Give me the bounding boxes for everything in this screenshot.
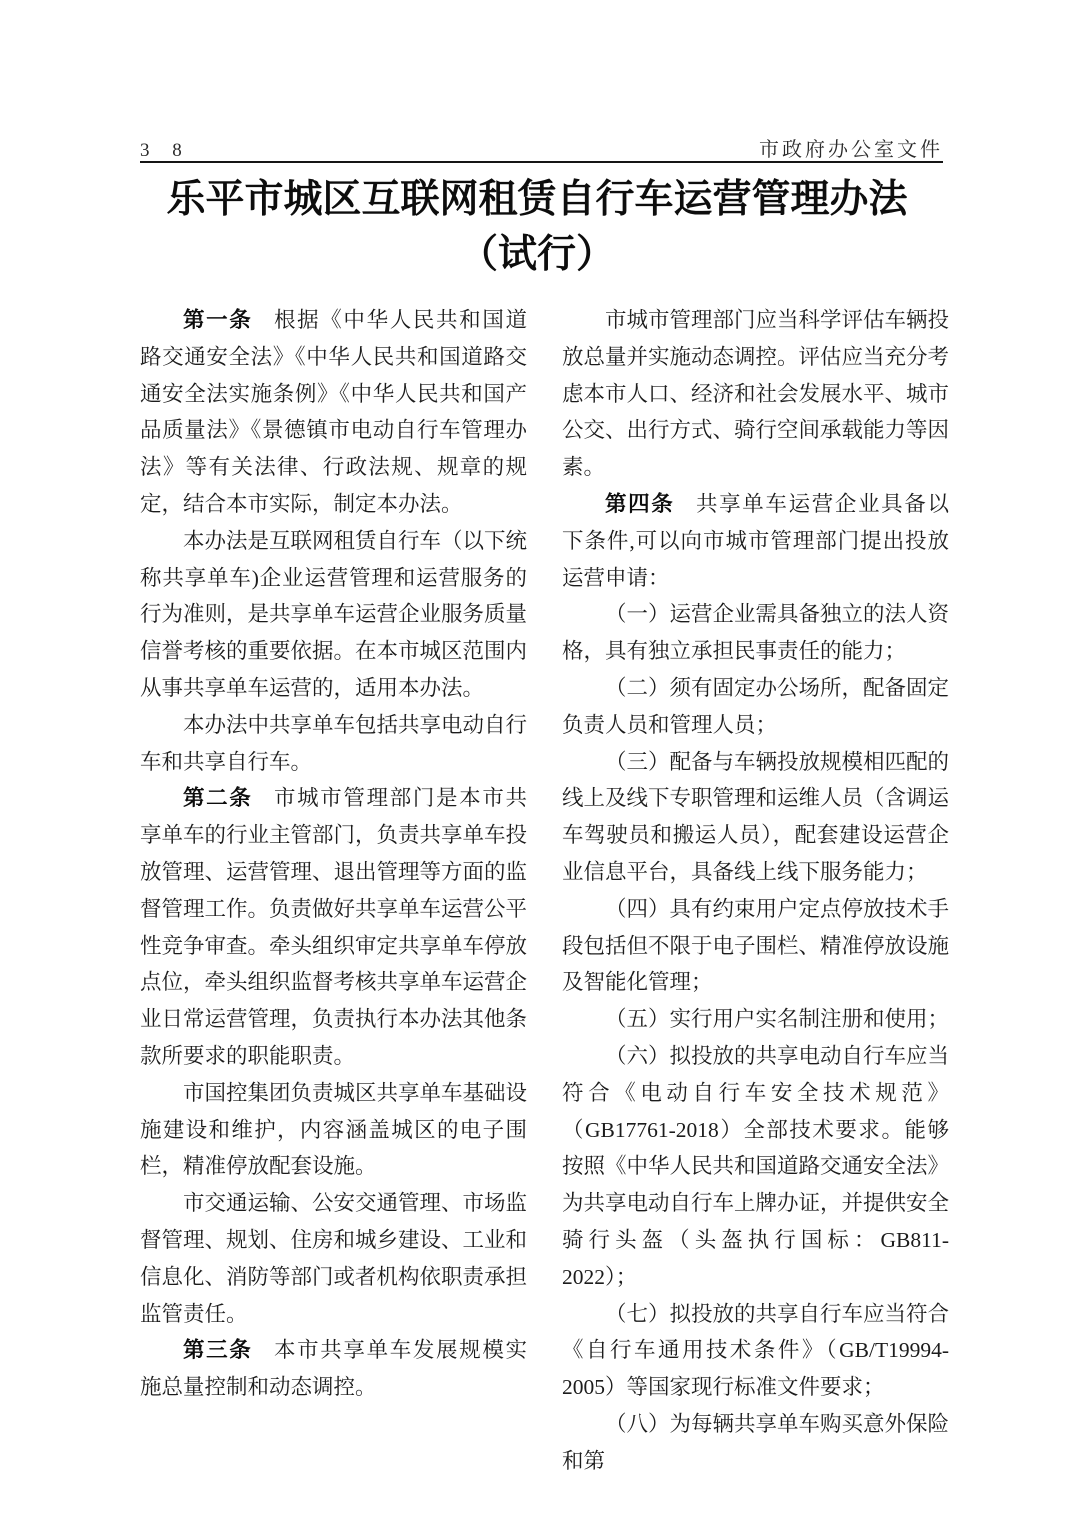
article-3-lead: 第三条 — [183, 1338, 253, 1363]
list-item-4 — [562, 891, 949, 1001]
article-4-lead: 第四条 — [605, 491, 675, 516]
paragraph — [140, 707, 527, 781]
page-header — [140, 133, 943, 162]
list-item-3 — [562, 744, 949, 891]
paragraph — [140, 1075, 527, 1185]
paragraph-text: （三）配备与车辆投放规模相匹配的线上及线下专职管理和运维人员（含调运车驾驶员和搬运人员），配套建设运营企业信息平台，具备线上线下服务能力； — [562, 749, 950, 884]
article-1-paragraph — [140, 302, 527, 523]
document-title-line2: （试行） — [458, 233, 615, 276]
list-item-8 — [562, 1406, 949, 1480]
right-column — [562, 302, 949, 1480]
article-1-lead: 第一条 — [183, 308, 253, 332]
article-2-paragraph — [140, 780, 527, 1074]
paragraph-text: （四）具有约束用户定点停放技术手段包括但不限于电子围栏、精准停放设施及智能化管理； — [562, 896, 950, 995]
paragraph-text: （七）拟投放的共享自行车应当符合《自行车通用技术条件》（GB/T19994-2005）等国家现行标准文件要求； — [562, 1301, 950, 1400]
paragraph-text: 市交通运输、公安交通管理、市场监督管理、规划、住房和城乡建设、工业和信息化、消防等部门或者机构依职责承担监管责任。 — [140, 1191, 528, 1326]
paragraph-text: （一）运营企业需具备独立的法人资格，具有独立承担民事责任的能力； — [562, 602, 950, 664]
paragraph-text: 根据《中华人民共和国道路交通安全法》《中华人民共和国道路交通安全法实施条例》《中华人民共和国产品质量法》《景德镇市电动自行车管理办法》等有关法律、行政法规、规章的规定，结合本市实际，制定本办法。 — [140, 308, 527, 516]
left-column — [140, 302, 527, 1480]
list-item-7 — [562, 1296, 949, 1406]
header-rule — [140, 161, 943, 163]
paragraph — [140, 1185, 527, 1332]
paragraph-text: （二）须有固定办公场所，配备固定负责人员和管理人员； — [562, 675, 950, 737]
paragraph-text: （八）为每辆共享单车购买意外保险和第 — [562, 1411, 950, 1473]
paragraph-text: 本办法是互联网租赁自行车（以下统称共享单车)企业运营管理和运营服务的行为准则，是共享单车运营企业服务质量信誉考核的重要依据。在本市城区范围内从事共享单车运营的，适用本办法。 — [140, 528, 528, 700]
document-title-line1: 乐平市城区互联网租赁自行车运营管理办法 — [166, 178, 908, 221]
paragraph-text: 本办法中共享单车包括共享电动自行车和共享自行车。 — [140, 712, 528, 774]
paragraph-text: 市国控集团负责城区共享单车基础设施建设和维护，内容涵盖城区的电子围栏，精准停放配套设施。 — [140, 1080, 528, 1179]
list-item-5 — [562, 1001, 949, 1038]
paragraph-text: 共享单车运营企业具备以下条件,可以向市城市管理部门提出投放运营申请： — [562, 491, 949, 590]
paragraph — [562, 302, 949, 486]
article-4-paragraph — [562, 486, 949, 596]
document-title — [0, 172, 1074, 282]
header-doc-label: 市政府办公室文件 — [759, 139, 943, 161]
article-2-lead: 第二条 — [183, 786, 253, 811]
body-columns — [140, 302, 949, 1480]
paragraph — [140, 523, 527, 707]
list-item-1 — [562, 596, 949, 670]
paragraph-text: 本市共享单车发展规模实施总量控制和动态调控。 — [140, 1338, 527, 1400]
paragraph-text: （五）实行用户实名制注册和使用； — [605, 1007, 950, 1032]
list-item-6 — [562, 1038, 949, 1296]
article-3-paragraph — [140, 1332, 527, 1406]
list-item-2 — [562, 670, 949, 744]
paragraph-text: （六）拟投放的共享电动自行车应当符合《电动自行车安全技术规范》（GB17761-2018）全部技术要求。能够按照《中华人民共和国道路交通安全法》为共享电动自行车上牌办证，并提供安全骑行头盔（头盔执行国标：GB811-2022）； — [562, 1043, 950, 1289]
paragraph-text: 市城市管理部门是本市共享单车的行业主管部门，负责共享单车投放管理、运营管理、退出管理等方面的监督管理工作。负责做好共享单车运营公平性竞争审查。牵头组织审定共享单车停放点位，牵头组织监督考核共享单车运营企业日常运营管理，负责执行本办法其他条款所要求的职能职责。 — [140, 786, 528, 1068]
page-number: 3 8 — [140, 140, 191, 161]
paragraph-text: 市城市管理部门应当科学评估车辆投放总量并实施动态调控。评估应当充分考虑本市人口、经济和社会发展水平、城市公交、出行方式、骑行空间承载能力等因素。 — [562, 308, 950, 480]
